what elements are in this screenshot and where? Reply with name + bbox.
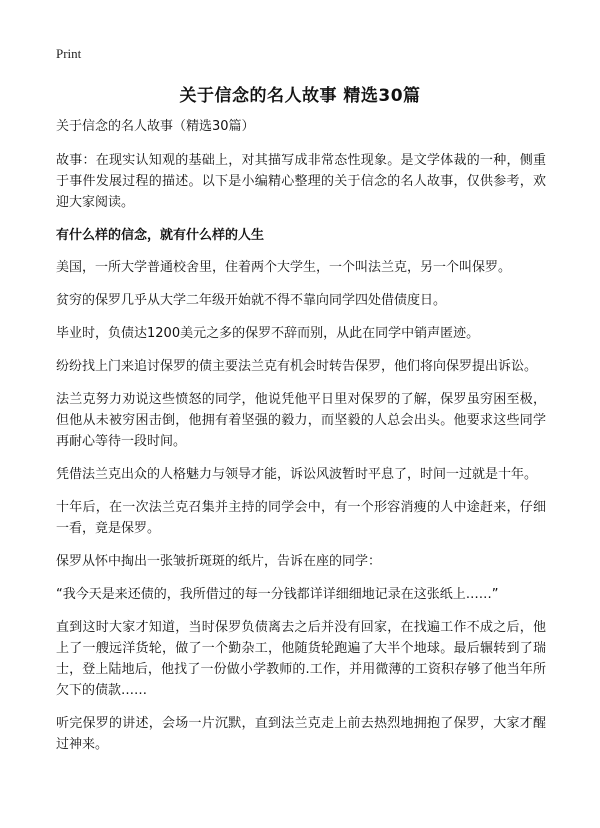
story-paragraph: 法兰克努力劝说这些愤怒的同学，他说凭他平日里对保罗的了解，保罗虽穷困至极，但他从未被穷困击倒，他拥有着坚强的毅力，而坚毅的人总会出头。他要求这些同学再耐心等待一段时间。 <box>56 392 546 449</box>
intro-paragraph: 故事：在现实认知观的基础上，对其描写成非常态性现象。是文学体裁的一种，侧重于事件发展过程的描述。以下是小编精心整理的关于信念的名人故事，仅供参考，欢迎大家阅读。 <box>56 153 546 210</box>
print-link[interactable]: Print <box>56 46 82 61</box>
story-paragraph: 美国，一所大学普通校舍里，住着两个大学生，一个叫法兰克，另一个叫保罗。 <box>56 260 512 275</box>
story-paragraph: 十年后，在一次法兰克召集并主持的同学会中，有一个形容消瘦的人中途赶来，仔细一看，竟是保罗。 <box>56 500 546 536</box>
page-title: 关于信念的名人故事 精选30篇 <box>179 86 421 106</box>
story-paragraph: “我今天是来还债的，我所借过的每一分钱都详详细细地记录在这张纸上……” <box>56 587 499 602</box>
story-paragraph: 毕业时，负债达1200美元之多的保罗不辞而别，从此在同学中销声匿迹。 <box>56 326 480 341</box>
story-paragraph: 贫穷的保罗几乎从大学二年级开始就不得不靠向同学四处借债度日。 <box>56 293 447 308</box>
story-paragraph: 纷纷找上门来追讨保罗的债主要法兰克有机会时转告保罗，他们将向保罗提出诉讼。 <box>56 359 538 374</box>
story-paragraph: 直到这时大家才知道，当时保罗负债离去之后并没有回家，在找遍工作不成之后，他上了一艘远洋货轮，做了一个勤杂工，他随货轮跑遍了大半个地球。最后辗转到了瑞士，登上陆地后，他找了一份做小学教师的.工作，并用微薄的工资积存够了他当年所欠下的债款…… <box>56 620 546 698</box>
story-paragraph: 凭借法兰克出众的人格魅力与领导才能，诉讼风波暂时平息了，时间一过就是十年。 <box>56 467 538 482</box>
article-subtitle: 关于信念的名人故事（精选30篇） <box>56 119 255 134</box>
story-paragraph: 保罗从怀中掏出一张皱折斑斑的纸片，告诉在座的同学： <box>56 554 382 569</box>
story-paragraph: 听完保罗的讲述，会场一片沉默，直到法兰克走上前去热烈地拥抱了保罗，大家才醒过神来。 <box>56 716 546 752</box>
article-body <box>56 116 546 767</box>
section-heading: 有什么样的信念，就有什么样的人生 <box>56 228 265 243</box>
